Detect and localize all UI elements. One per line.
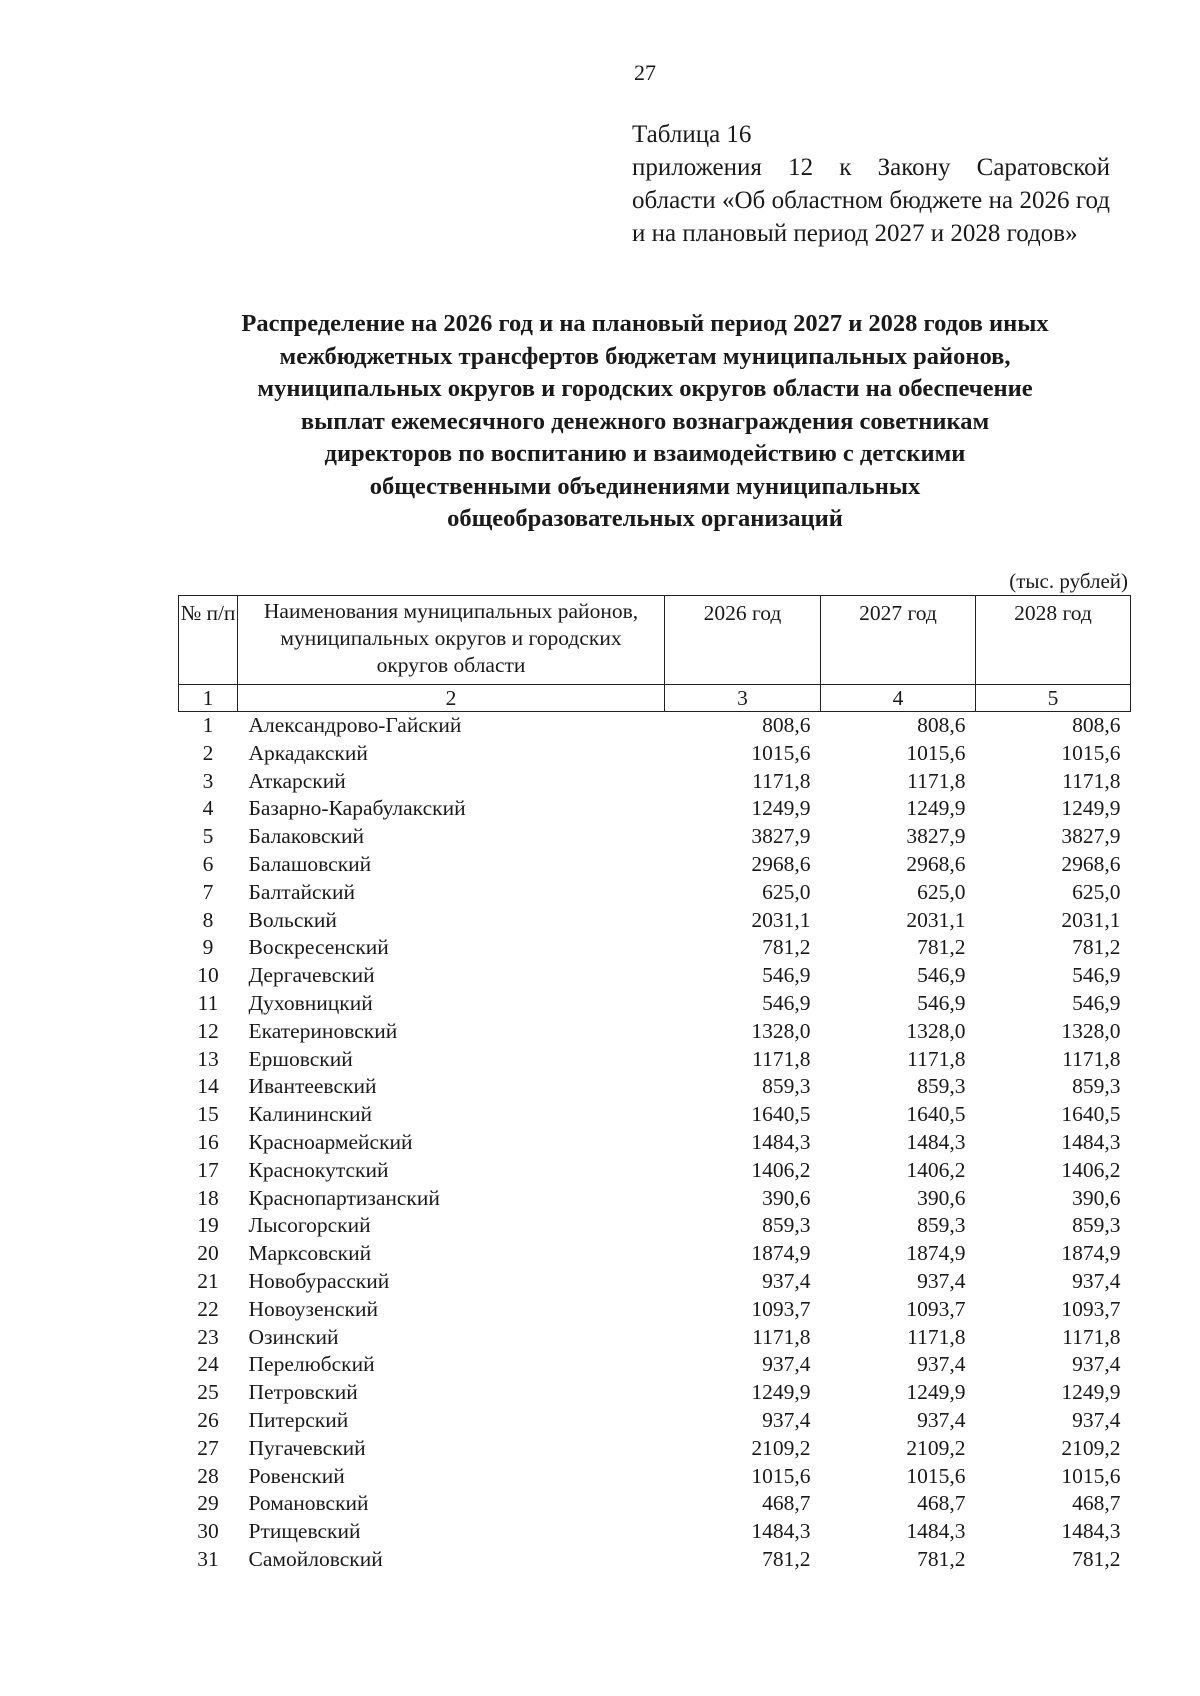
- row-number: 21: [197, 1268, 219, 1293]
- row-municipality-name: Перелюбский: [248, 1352, 375, 1377]
- row-value-2027: 781,2: [917, 935, 966, 960]
- row-value-2027: 1171,8: [907, 1324, 966, 1349]
- row-number: 19: [197, 1213, 219, 1238]
- row-number: 7: [202, 879, 214, 904]
- row-municipality-name: Озинский: [248, 1324, 339, 1349]
- row-value-2028: 3827,9: [1061, 824, 1121, 849]
- row-value-2028: 1249,9: [1061, 1380, 1121, 1405]
- row-value-2028: 1484,3: [1061, 1519, 1121, 1544]
- row-number: 26: [197, 1407, 219, 1432]
- transfers-table: [178, 595, 1131, 1574]
- row-municipality-name: Аткарский: [248, 768, 346, 793]
- row-value-2028: 1171,8: [1062, 768, 1121, 793]
- row-value-2026: 937,4: [762, 1268, 811, 1293]
- row-municipality-name: Ершовский: [248, 1046, 353, 1071]
- row-value-2027: 859,3: [917, 1074, 966, 1099]
- row-value-2028: 859,3: [1072, 1213, 1121, 1238]
- row-value-2027: 1171,8: [907, 768, 966, 793]
- row-value-2028: 1874,9: [1061, 1241, 1121, 1266]
- row-value-2026: 1328,0: [751, 1018, 811, 1043]
- row-value-2027: 546,9: [917, 990, 966, 1015]
- table-row: [179, 740, 1131, 768]
- row-value-2027: 1328,0: [906, 1018, 966, 1043]
- units-label: (тыс. рублей): [1009, 569, 1128, 593]
- row-number: 15: [197, 1102, 219, 1127]
- table-row: [179, 712, 1131, 740]
- column-index: 4: [821, 685, 976, 712]
- table-row: [179, 1324, 1131, 1352]
- title-line: Распределение на 2026 год и на плановый период 2027 и 2028 годов иных: [241, 310, 1049, 337]
- row-value-2028: 1640,5: [1061, 1102, 1121, 1127]
- title-line: межбюджетных трансфертов бюджетам муниципальных районов,: [279, 342, 1011, 370]
- table-row: [179, 879, 1131, 907]
- row-value-2026: 1171,8: [752, 1324, 811, 1349]
- row-municipality-name: Дергачевский: [248, 963, 375, 988]
- row-value-2026: 546,9: [762, 990, 811, 1015]
- row-value-2028: 937,4: [1072, 1407, 1121, 1432]
- row-number: 1: [202, 713, 214, 737]
- row-municipality-name: Петровский: [248, 1380, 358, 1405]
- row-value-2027: 2031,1: [906, 907, 966, 932]
- row-value-2027: 1015,6: [906, 740, 966, 765]
- row-municipality-name: Воскресенский: [248, 935, 389, 960]
- row-municipality-name: Калининский: [248, 1102, 373, 1127]
- row-value-2028: 1015,6: [1061, 1463, 1121, 1488]
- row-number: 29: [197, 1491, 219, 1516]
- row-number: 18: [197, 1185, 219, 1210]
- row-value-2028: 1484,3: [1061, 1129, 1121, 1154]
- row-number: 24: [197, 1352, 219, 1377]
- row-value-2028: 1171,8: [1062, 1324, 1121, 1349]
- table-row: [179, 1435, 1131, 1463]
- row-value-2028: 390,6: [1072, 1185, 1121, 1210]
- row-number: 2: [202, 740, 214, 765]
- title-line: директоров по воспитанию и взаимодействию с детскими: [324, 440, 966, 467]
- row-value-2026: 808,6: [762, 713, 811, 737]
- appendix-table-label: Таблица 16: [632, 121, 752, 148]
- row-municipality-name: Ивантеевский: [248, 1074, 377, 1099]
- row-value-2027: 781,2: [917, 1546, 966, 1571]
- row-municipality-name: Марксовский: [248, 1241, 372, 1266]
- row-municipality-name: Краснокутский: [248, 1157, 389, 1182]
- column-index: 1: [179, 685, 238, 712]
- row-municipality-name: Аркадакский: [248, 740, 368, 765]
- table-row: [179, 1212, 1131, 1240]
- table-row: [179, 1157, 1131, 1185]
- row-number: 28: [197, 1463, 219, 1488]
- row-municipality-name: Ртищевский: [248, 1519, 361, 1544]
- table-row: [179, 1240, 1131, 1268]
- row-value-2026: 1093,7: [751, 1296, 811, 1321]
- row-value-2028: 2109,2: [1061, 1435, 1121, 1460]
- table-row: [179, 1351, 1131, 1379]
- row-value-2027: 1484,3: [906, 1519, 966, 1544]
- row-municipality-name: Балаковский: [248, 824, 364, 849]
- table-row: [179, 1490, 1131, 1518]
- row-value-2028: 468,7: [1072, 1491, 1121, 1516]
- row-value-2026: 937,4: [762, 1352, 811, 1377]
- header-year-2028: 2028 год: [976, 596, 1131, 685]
- row-value-2028: 859,3: [1072, 1074, 1121, 1099]
- appendix-reference: [632, 118, 1110, 250]
- table-row: [179, 1518, 1131, 1546]
- row-value-2026: 1171,8: [752, 768, 811, 793]
- row-value-2026: 937,4: [762, 1407, 811, 1432]
- row-value-2027: 390,6: [917, 1185, 966, 1210]
- header-year-2027: 2027 год: [821, 596, 976, 685]
- table-row: [179, 934, 1131, 962]
- row-municipality-name: Ровенский: [248, 1463, 345, 1488]
- row-value-2026: 2968,6: [751, 851, 811, 876]
- document-title: [170, 308, 1120, 536]
- row-number: 23: [197, 1324, 219, 1349]
- table-row: [179, 1463, 1131, 1491]
- row-municipality-name: Питерский: [248, 1407, 349, 1432]
- table-row: [179, 823, 1131, 851]
- row-value-2028: 546,9: [1072, 963, 1121, 988]
- row-municipality-name: Самойловский: [248, 1546, 383, 1571]
- appendix-law-reference: приложения 12 к Закону Саратовской области «Об областном бюджете на 2026 год и на плановый период 2027 и 2028 годов»: [632, 154, 1110, 247]
- table-row: [179, 1101, 1131, 1129]
- column-index: 5: [976, 685, 1131, 712]
- row-value-2026: 1015,6: [751, 740, 811, 765]
- row-value-2027: 1249,9: [906, 796, 966, 821]
- table-row: [179, 795, 1131, 823]
- row-number: 16: [197, 1129, 219, 1154]
- row-number: 3: [202, 768, 214, 793]
- row-value-2027: 2109,2: [906, 1435, 966, 1460]
- row-municipality-name: Новоузенский: [248, 1296, 379, 1321]
- row-value-2028: 781,2: [1072, 1546, 1121, 1571]
- row-value-2027: 1171,8: [907, 1046, 966, 1071]
- row-number: 30: [197, 1519, 219, 1544]
- row-number: 22: [197, 1296, 219, 1321]
- row-municipality-name: Вольский: [248, 907, 337, 932]
- row-value-2027: 1484,3: [906, 1129, 966, 1154]
- title-line: выплат ежемесячного денежного вознаграждения советникам: [300, 407, 990, 435]
- row-value-2027: 1015,6: [906, 1463, 966, 1488]
- row-value-2026: 1640,5: [751, 1102, 811, 1127]
- table-row: [179, 1018, 1131, 1046]
- row-value-2026: 781,2: [762, 935, 811, 960]
- table-row: [179, 768, 1131, 796]
- row-municipality-name: Балтайский: [248, 879, 356, 904]
- table-row: [179, 1379, 1131, 1407]
- row-number: 6: [202, 851, 214, 876]
- row-number: 13: [197, 1046, 219, 1071]
- row-value-2026: 1249,9: [751, 796, 811, 821]
- row-number: 25: [197, 1380, 219, 1405]
- row-number: 9: [202, 935, 214, 960]
- table-row: [179, 1046, 1131, 1074]
- table-row: [179, 1268, 1131, 1296]
- row-value-2028: 1249,9: [1061, 796, 1121, 821]
- row-number: 8: [202, 907, 214, 932]
- row-number: 5: [202, 824, 214, 849]
- row-number: 11: [197, 990, 219, 1015]
- row-value-2026: 390,6: [762, 1185, 811, 1210]
- table-row: [179, 962, 1131, 990]
- row-value-2026: 468,7: [762, 1491, 811, 1516]
- row-value-2026: 546,9: [762, 963, 811, 988]
- row-value-2028: 2968,6: [1061, 851, 1121, 876]
- row-value-2027: 937,4: [917, 1352, 966, 1377]
- row-number: 4: [202, 796, 214, 821]
- row-value-2026: 859,3: [762, 1074, 811, 1099]
- row-value-2026: 781,2: [762, 1546, 811, 1571]
- row-value-2027: 2968,6: [906, 851, 966, 876]
- table-body: [179, 712, 1131, 1574]
- table-row: [179, 1129, 1131, 1157]
- table-row: [179, 1546, 1131, 1574]
- table-row: [179, 907, 1131, 935]
- row-municipality-name: Красноармейский: [248, 1129, 413, 1154]
- row-value-2026: 625,0: [762, 879, 811, 904]
- table-row: [179, 990, 1131, 1018]
- row-value-2027: 859,3: [917, 1213, 966, 1238]
- row-number: 10: [197, 963, 219, 988]
- row-value-2027: 1093,7: [906, 1296, 966, 1321]
- header-municipality-name: Наименования муниципальных районов, муниципальных округов и городских округов области: [238, 596, 665, 685]
- row-value-2026: 1171,8: [752, 1046, 811, 1071]
- row-value-2028: 2031,1: [1061, 907, 1121, 932]
- header-number: № п/п: [179, 596, 238, 685]
- row-municipality-name: Лысогорский: [248, 1213, 371, 1238]
- row-municipality-name: Духовницкий: [248, 990, 373, 1015]
- row-municipality-name: Базарно-Карабулакский: [248, 796, 466, 821]
- row-value-2027: 937,4: [917, 1268, 966, 1293]
- table-row: [179, 1073, 1131, 1101]
- row-municipality-name: Краснопартизанский: [248, 1185, 440, 1210]
- row-municipality-name: Новобурасский: [248, 1268, 390, 1293]
- row-number: 20: [197, 1241, 219, 1266]
- row-value-2026: 1249,9: [751, 1380, 811, 1405]
- row-value-2027: 1406,2: [906, 1157, 966, 1182]
- row-value-2027: 546,9: [917, 963, 966, 988]
- row-value-2027: 1249,9: [906, 1380, 966, 1405]
- table-row: [179, 1407, 1131, 1435]
- header-year-2026: 2026 год: [665, 596, 821, 685]
- page-number: 27: [634, 60, 656, 85]
- row-value-2028: 937,4: [1072, 1352, 1121, 1377]
- row-value-2028: 1406,2: [1061, 1157, 1121, 1182]
- row-value-2027: 468,7: [917, 1491, 966, 1516]
- row-value-2026: 1484,3: [751, 1519, 811, 1544]
- row-value-2026: 1874,9: [751, 1241, 811, 1266]
- row-number: 17: [197, 1157, 219, 1182]
- row-value-2028: 781,2: [1072, 935, 1121, 960]
- row-value-2028: 1093,7: [1061, 1296, 1121, 1321]
- row-number: 14: [197, 1074, 219, 1099]
- row-number: 31: [197, 1546, 219, 1571]
- title-line: общеобразовательных организаций: [447, 505, 843, 532]
- row-value-2027: 625,0: [917, 879, 966, 904]
- row-number: 27: [197, 1435, 219, 1460]
- row-value-2027: 1874,9: [906, 1241, 966, 1266]
- title-line: муниципальных округов и городских округов области на обеспечение: [257, 375, 1033, 402]
- row-value-2027: 808,6: [917, 713, 966, 737]
- table-row: [179, 1296, 1131, 1324]
- row-municipality-name: Романовский: [248, 1491, 369, 1516]
- row-value-2028: 625,0: [1072, 879, 1121, 904]
- row-value-2026: 1484,3: [751, 1129, 811, 1154]
- row-value-2028: 546,9: [1072, 990, 1121, 1015]
- table-header-row: [179, 596, 1131, 685]
- row-value-2028: 1328,0: [1061, 1018, 1121, 1043]
- row-value-2027: 3827,9: [906, 824, 966, 849]
- row-municipality-name: Александрово-Гайский: [248, 713, 462, 737]
- table-row: [179, 851, 1131, 879]
- row-value-2028: 937,4: [1072, 1268, 1121, 1293]
- row-value-2026: 859,3: [762, 1213, 811, 1238]
- row-municipality-name: Пугачевский: [248, 1435, 366, 1460]
- row-value-2026: 3827,9: [751, 824, 811, 849]
- row-value-2026: 2031,1: [751, 907, 811, 932]
- row-value-2026: 1015,6: [751, 1463, 811, 1488]
- title-line: общественными объединениями муниципальных: [369, 472, 921, 500]
- row-municipality-name: Балашовский: [248, 851, 372, 876]
- row-value-2027: 1640,5: [906, 1102, 966, 1127]
- table-row: [179, 1185, 1131, 1213]
- row-municipality-name: Екатериновский: [248, 1018, 398, 1043]
- column-index: 3: [665, 685, 821, 712]
- column-index-row: [179, 685, 1131, 712]
- row-number: 12: [197, 1018, 219, 1043]
- row-value-2028: 1015,6: [1061, 740, 1121, 765]
- row-value-2027: 937,4: [917, 1407, 966, 1432]
- row-value-2028: 808,6: [1072, 713, 1121, 737]
- row-value-2026: 2109,2: [751, 1435, 811, 1460]
- row-value-2026: 1406,2: [751, 1157, 811, 1182]
- row-value-2028: 1171,8: [1062, 1046, 1121, 1071]
- column-index: 2: [238, 685, 665, 712]
